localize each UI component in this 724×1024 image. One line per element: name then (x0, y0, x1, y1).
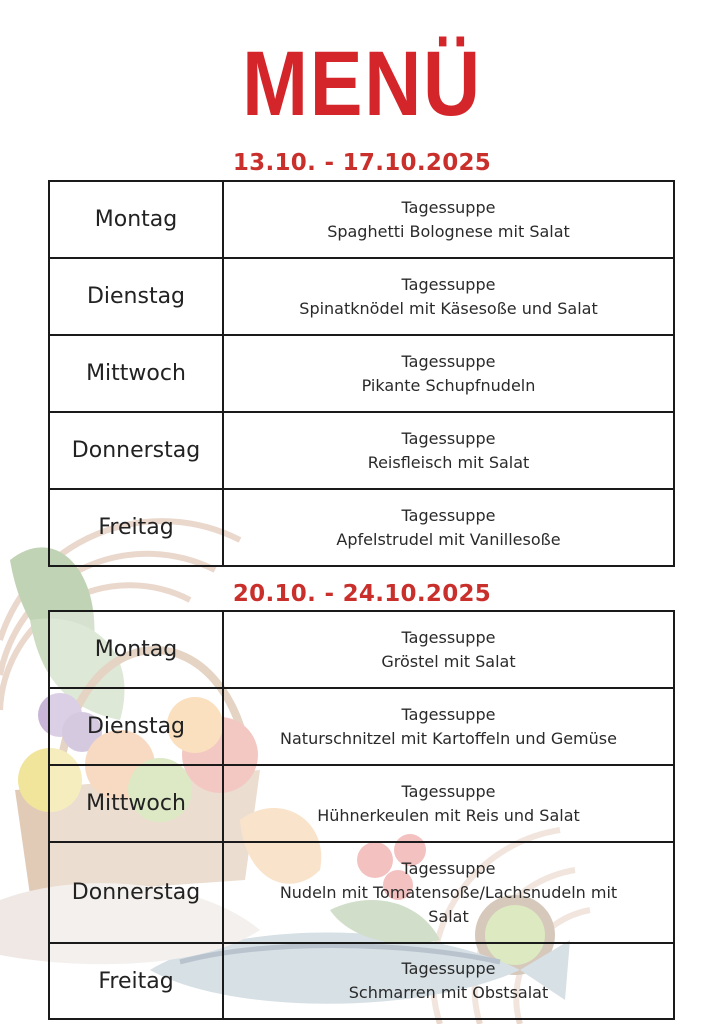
dish-cell (223, 842, 674, 943)
dish-text: Gröstel mit Salat (381, 651, 516, 671)
dish-cell (223, 943, 674, 1019)
soup-text: Tagessuppe (401, 505, 496, 525)
dish-text: Schmarren mit Obstsalat (348, 983, 549, 1002)
table-row (49, 765, 674, 842)
menu-title: MENÜ (242, 33, 482, 135)
day-cell: Donnerstag (49, 412, 223, 489)
week-range-1: 13.10. - 17.10.2025 (232, 150, 492, 176)
soup-text: Tagessuppe (401, 428, 496, 448)
dish-text: Hühnerkeulen mit Reis und Salat (317, 805, 580, 825)
dish-cell (223, 412, 674, 489)
soup-text: Tagessuppe (401, 351, 496, 371)
dish-cell (223, 765, 674, 842)
table-row (49, 335, 674, 412)
dish-cell (223, 489, 674, 566)
dish-text: Spinatknödel mit Käsesoße und Salat (299, 298, 598, 318)
dish-text: Nudeln mit Tomatensoße/Lachsnudeln mit (279, 882, 618, 902)
table-row (49, 181, 674, 258)
soup-text: Tagessuppe (401, 274, 496, 294)
soup-text: Tagessuppe (401, 197, 496, 217)
table-row (49, 842, 674, 943)
day-cell: Freitag (49, 943, 223, 1019)
dish-cell (223, 181, 674, 258)
day-cell: Dienstag (49, 688, 223, 765)
table-row (49, 611, 674, 688)
day-cell: Montag (49, 611, 223, 688)
day-cell: Mittwoch (49, 765, 223, 842)
table-row (49, 688, 674, 765)
menu-table-week-2 (48, 610, 675, 1020)
dish-cell (223, 611, 674, 688)
table-row (49, 943, 674, 1019)
day-cell: Donnerstag (49, 842, 223, 943)
soup-text: Tagessuppe (401, 959, 496, 978)
dish-text: Naturschnitzel mit Kartoffeln und Gemüse (280, 728, 617, 748)
soup-text: Tagessuppe (401, 858, 496, 878)
dish-cell (223, 258, 674, 335)
day-cell: Dienstag (49, 258, 223, 335)
menu-table-week-1 (48, 180, 675, 567)
week-range-2: 20.10. - 24.10.2025 (232, 581, 492, 607)
day-cell: Montag (49, 181, 223, 258)
dish-text: Apfelstrudel mit Vanillesoße (336, 529, 561, 549)
soup-text: Tagessuppe (401, 704, 496, 724)
table-row (49, 412, 674, 489)
dish-cell (223, 335, 674, 412)
dish-text-continued: Salat (428, 906, 469, 926)
dish-text: Pikante Schupfnudeln (361, 375, 536, 395)
day-cell: Freitag (49, 489, 223, 566)
dish-cell (223, 688, 674, 765)
dish-text: Reisfleisch mit Salat (367, 452, 530, 472)
dish-text: Spaghetti Bolognese mit Salat (327, 221, 570, 241)
table-row (49, 489, 674, 566)
table-row (49, 258, 674, 335)
day-cell: Mittwoch (49, 335, 223, 412)
soup-text: Tagessuppe (401, 627, 496, 647)
soup-text: Tagessuppe (401, 781, 496, 801)
